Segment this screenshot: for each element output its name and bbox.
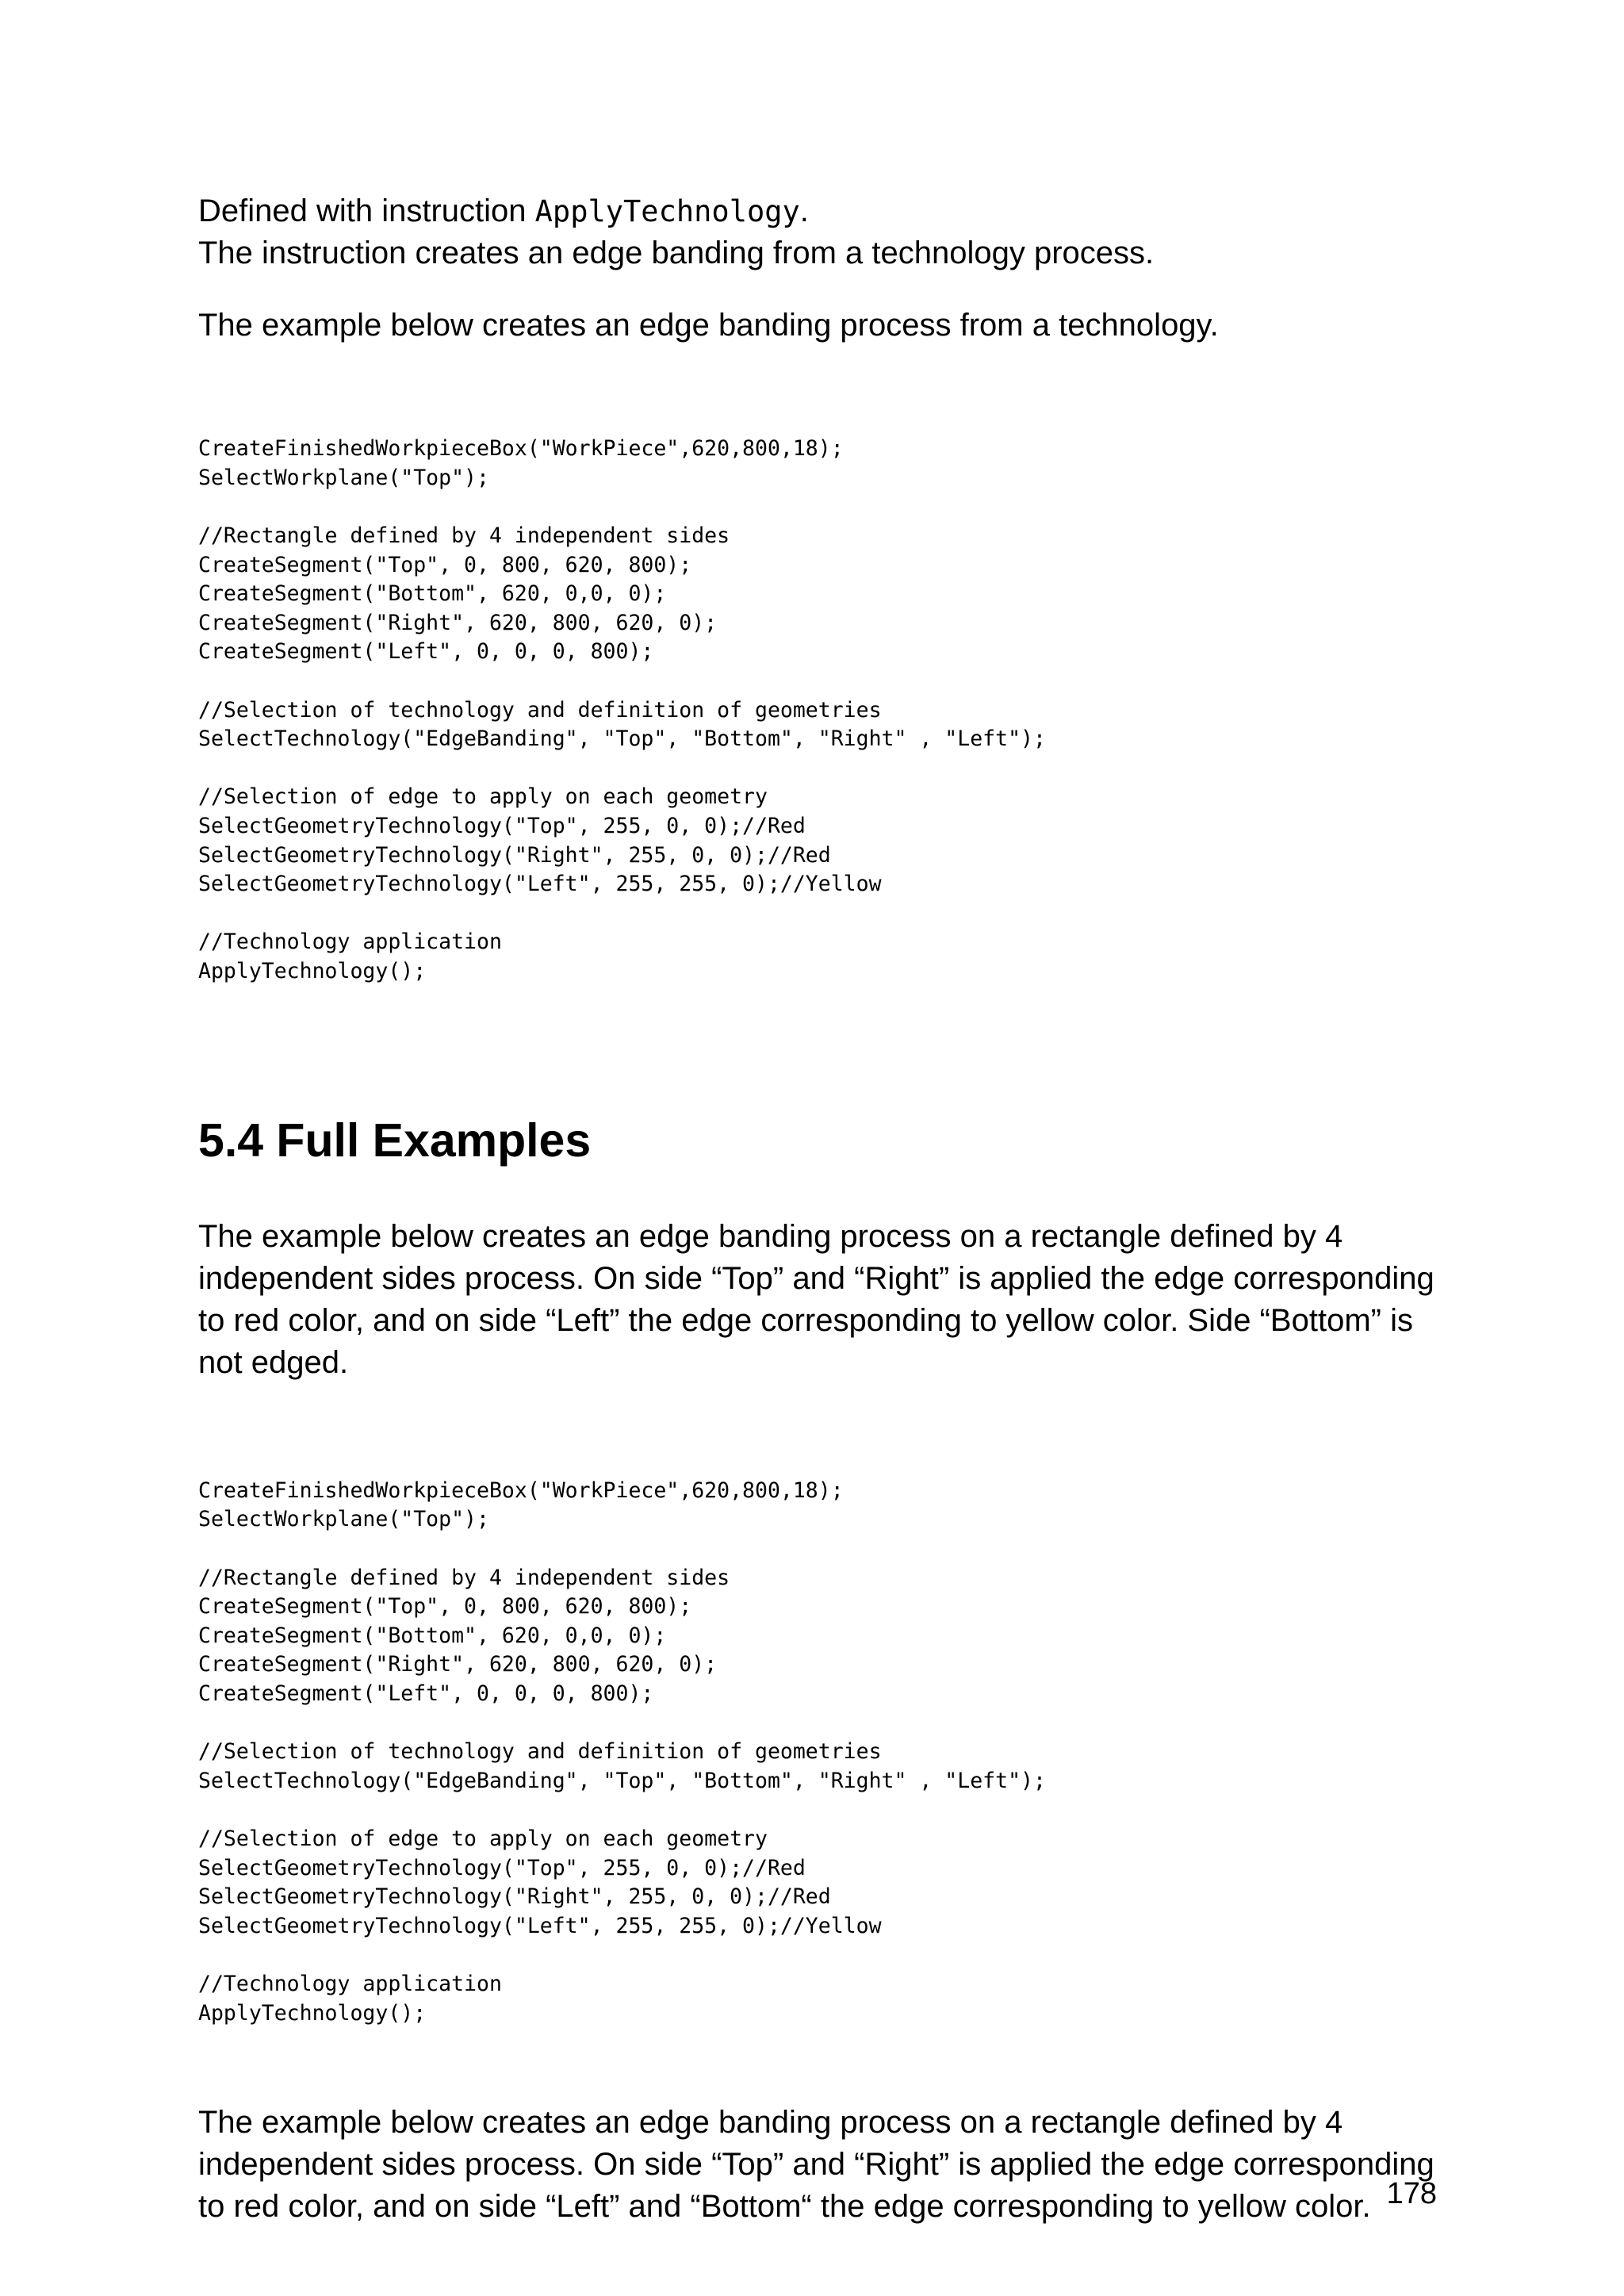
page-number: 178 <box>1386 2177 1437 2210</box>
intro-suffix: . <box>799 194 809 228</box>
code-line: SelectGeometryTechnology("Right", 255, 0, 0);//Red <box>198 842 831 868</box>
code-line: ApplyTechnology(); <box>198 958 427 983</box>
code-line: SelectGeometryTechnology("Top", 255, 0, 0);//Red <box>198 813 806 838</box>
intro-prefix: Defined with instruction <box>198 194 535 228</box>
code-line: //Rectangle defined by 4 independent sides <box>198 523 730 548</box>
code-line: SelectTechnology("EdgeBanding", "Top", "Bottom", "Right" , "Left"); <box>198 1768 1046 1793</box>
example-intro: The example below creates an edge banding process from a technology. <box>198 308 1219 343</box>
code-line: SelectGeometryTechnology("Right", 255, 0, 0);//Red <box>198 1884 831 1910</box>
code-line: CreateSegment("Top", 0, 800, 620, 800); <box>198 1594 692 1619</box>
code-line <box>198 754 1435 784</box>
code-line: //Technology application <box>198 930 502 955</box>
code-line <box>198 667 1435 696</box>
intro-description: The instruction creates an edge banding from a technology process. <box>198 236 1155 270</box>
code-line: ApplyTechnology(); <box>198 2000 427 2026</box>
code-line <box>198 899 1435 929</box>
code-line <box>198 493 1435 522</box>
code-line: CreateSegment("Top", 0, 800, 620, 800); <box>198 552 692 577</box>
code-line <box>198 1709 1435 1738</box>
section-heading: 5.4 Full Examples <box>198 1114 592 1167</box>
code-line: SelectGeometryTechnology("Left", 255, 255, 0);//Yellow <box>198 1913 882 1938</box>
code-line: SelectWorkplane("Top"); <box>198 1507 489 1532</box>
code-block-1 <box>198 377 1435 1045</box>
code-line: SelectGeometryTechnology("Left", 255, 255, 0);//Yellow <box>198 872 882 897</box>
code-line: CreateSegment("Bottom", 620, 0,0, 0); <box>198 581 667 607</box>
code-line: //Selection of edge to apply on each geometry <box>198 784 768 810</box>
section-paragraph-2: The example below creates an edge banding process on a rectangle defined by 4 independent sides process. On side “Top” and “Right” is applied the edge corresponding to red color, and on side “Left” and “Bottom“ the edge corresponding to yellow color. <box>198 2105 1434 2225</box>
inline-code-apply-technology: ApplyTechnology <box>534 194 800 228</box>
page-content <box>198 190 1435 2228</box>
code-line: CreateSegment("Bottom", 620, 0,0, 0); <box>198 1623 667 1648</box>
section-paragraph-1: The example below creates an edge banding process on a rectangle defined by 4 independent sides process. On side “Top” and “Right” is applied the edge corresponding to red color, and on side “Left” the edge corresponding to yellow color. Side “Bottom” is not edged. <box>198 1218 1434 1380</box>
code-line: CreateSegment("Right", 620, 800, 620, 0); <box>198 1652 718 1677</box>
code-line: //Selection of technology and definition of geometries <box>198 1739 882 1765</box>
code-line <box>198 1535 1435 1564</box>
code-block-2 <box>198 1419 1435 2087</box>
code-line: //Selection of edge to apply on each geometry <box>198 1826 768 1851</box>
code-line: //Selection of technology and definition of geometries <box>198 697 882 723</box>
intro-definition <box>198 190 1435 232</box>
code-line: CreateSegment("Left", 0, 0, 0, 800); <box>198 1681 654 1706</box>
code-line: SelectTechnology("EdgeBanding", "Top", "Bottom", "Right" , "Left"); <box>198 726 1046 752</box>
code-line: //Rectangle defined by 4 independent sides <box>198 1565 730 1590</box>
code-line: SelectWorkplane("Top"); <box>198 465 489 490</box>
code-line: CreateFinishedWorkpieceBox("WorkPiece",620,800,18); <box>198 1478 844 1503</box>
code-line <box>198 1941 1435 1970</box>
code-line: CreateFinishedWorkpieceBox("WorkPiece",620,800,18); <box>198 436 844 462</box>
code-line: //Technology application <box>198 1971 502 1996</box>
code-line: CreateSegment("Right", 620, 800, 620, 0); <box>198 610 718 635</box>
code-line: CreateSegment("Left", 0, 0, 0, 800); <box>198 639 654 665</box>
code-line: SelectGeometryTechnology("Top", 255, 0, 0);//Red <box>198 1855 806 1880</box>
code-line <box>198 1796 1435 1825</box>
